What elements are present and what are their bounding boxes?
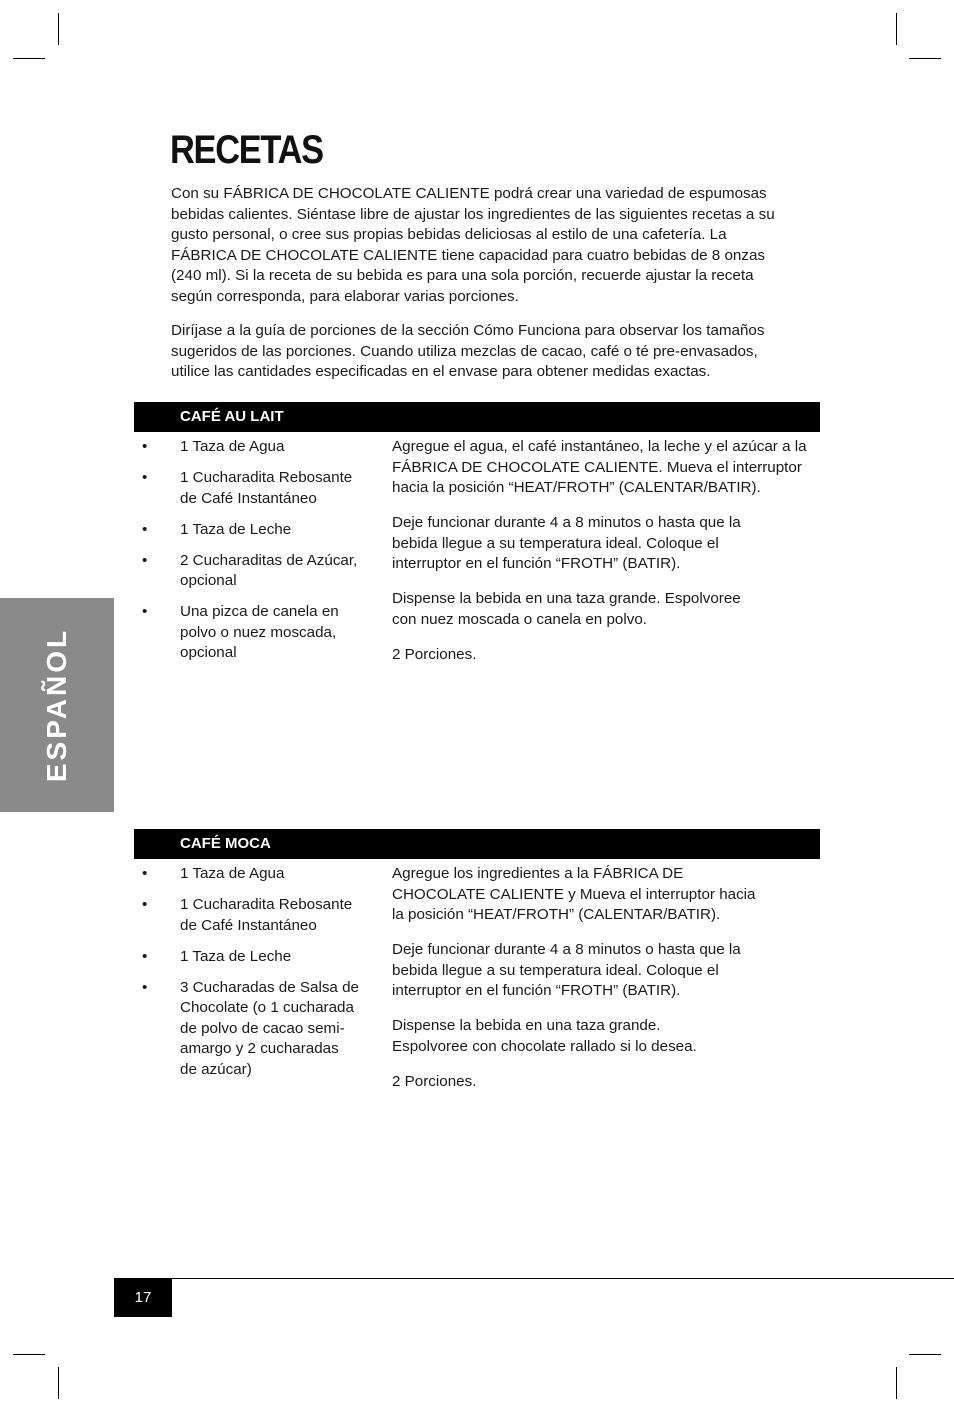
ingredient-text: 2 Cucharaditas de Azúcar, opcional [180,551,358,589]
crop-mark [58,13,59,45]
page-number: 17 [114,1278,172,1317]
ingredient-item [134,602,359,664]
instruction-step: Deje funcionar durante 4 a 8 minutos o hasta que la bebida llegue a su temperatura ideal. Coloque el interruptor en el función “FROTH” (BATIR). [392,941,741,999]
crop-mark [896,1367,897,1399]
ingredient-item [134,468,359,509]
ingredient-item [134,437,359,458]
ingredient-text: 1 Taza de Leche [180,520,292,538]
crop-mark [896,13,897,45]
ingredient-text: 1 Taza de Agua [180,438,285,455]
ingredient-item [134,947,359,968]
recipe-header-bar [134,829,820,859]
intro-paragraph: Con su FÁBRICA DE CHOCOLATE CALIENTE podrá crear una variedad de espumosas bebidas calientes. Siéntase libre de ajustar los ingredientes de las siguientes recetas a su gusto personal, o cree sus propias bebidas deliciosas al estilo de una cafetería. La FÁBRICA DE CHOCOLATE CALIENTE tiene capacidad para cuatro bebidas de 8 onzas (240 ml). Si la receta de su bebida es para una sola porción, recuerde ajustar la receta según corresponda, para elaborar varias porciones. [171,185,775,305]
bullet-icon: • [142,947,148,965]
bullet-icon: • [142,865,148,882]
crop-mark [909,1354,941,1355]
ingredient-text: 3 Cucharadas de Salsa de Chocolate (o 1 cucharada de polvo de cacao semi-amargo y 2 cucharadas de azúcar) [180,978,359,1078]
instruction-step: Deje funcionar durante 4 a 8 minutos o hasta que la bebida llegue a su temperatura ideal. Coloque el interruptor en el función “FROTH” (BATIR). [392,514,741,572]
crop-mark [13,1354,45,1355]
language-side-tab [0,598,114,812]
ingredient-item [134,978,359,1081]
crop-mark [909,58,941,59]
servings: 2 Porciones. [392,645,477,663]
ingredient-item [134,551,359,592]
instruction-step: Agregue los ingredientes a la FÁBRICA DE CHOCOLATE CALIENTE y Mueva el interruptor hacia la posición “HEAT/FROTH” (CALENTAR/BATIR). [392,865,756,923]
ingredient-text: Una pizca de canela en polvo o nuez moscada, opcional [180,603,339,661]
instructions [392,864,817,1107]
ingredient-text: 1 Cucharadita Rebosante de Café Instantáneo [180,469,353,507]
bullet-icon: • [142,896,148,913]
language-label: ESPAÑOL [41,627,72,783]
crop-mark [58,1367,59,1399]
instruction-step: Dispense la bebida en una taza grande. Espolvoree con chocolate rallado si lo desea. [392,1017,697,1055]
page-title: RECETAS [170,128,323,172]
ingredient-list [134,864,359,1091]
ingredient-list [134,437,359,674]
recipe-header-bar [134,402,820,432]
recipe-title: CAFÉ AU LAIT [180,408,284,425]
servings: 2 Porciones. [392,1072,477,1090]
ingredient-text: 1 Cucharadita Rebosante de Café Instantáneo [180,896,353,934]
ingredient-item [134,520,359,541]
bullet-icon: • [142,520,148,538]
intro-paragraph: Diríjase a la guía de porciones de la sección Cómo Funciona para observar los tamaños sugeridos de las porciones. Cuando utiliza mezclas de cacao, café o té pre-envasados, utilice las cantidades especificadas en el envase para obtener medidas exactas. [171,322,765,380]
instruction-step: Dispense la bebida en una taza grande. Espolvoree con nuez moscada o canela en polvo. [392,590,741,628]
bullet-icon: • [142,551,148,569]
crop-mark [13,58,45,59]
bullet-icon: • [142,469,148,486]
ingredient-item [134,864,359,885]
ingredient-item [134,895,359,936]
recipe-title: CAFÉ MOCA [180,835,271,852]
bullet-icon: • [142,978,148,996]
bullet-icon: • [142,603,148,620]
instruction-step: Agregue el agua, el café instantáneo, la leche y el azúcar a la FÁBRICA DE CHOCOLATE CALIENTE. Mueva el interruptor hacia la posición “HEAT/FROTH” (CALENTAR/BATIR). [392,438,807,496]
bullet-icon: • [142,438,148,455]
footer-rule [114,1278,954,1279]
ingredient-text: 1 Taza de Agua [180,865,285,882]
ingredient-text: 1 Taza de Leche [180,947,292,965]
instructions [392,437,817,680]
